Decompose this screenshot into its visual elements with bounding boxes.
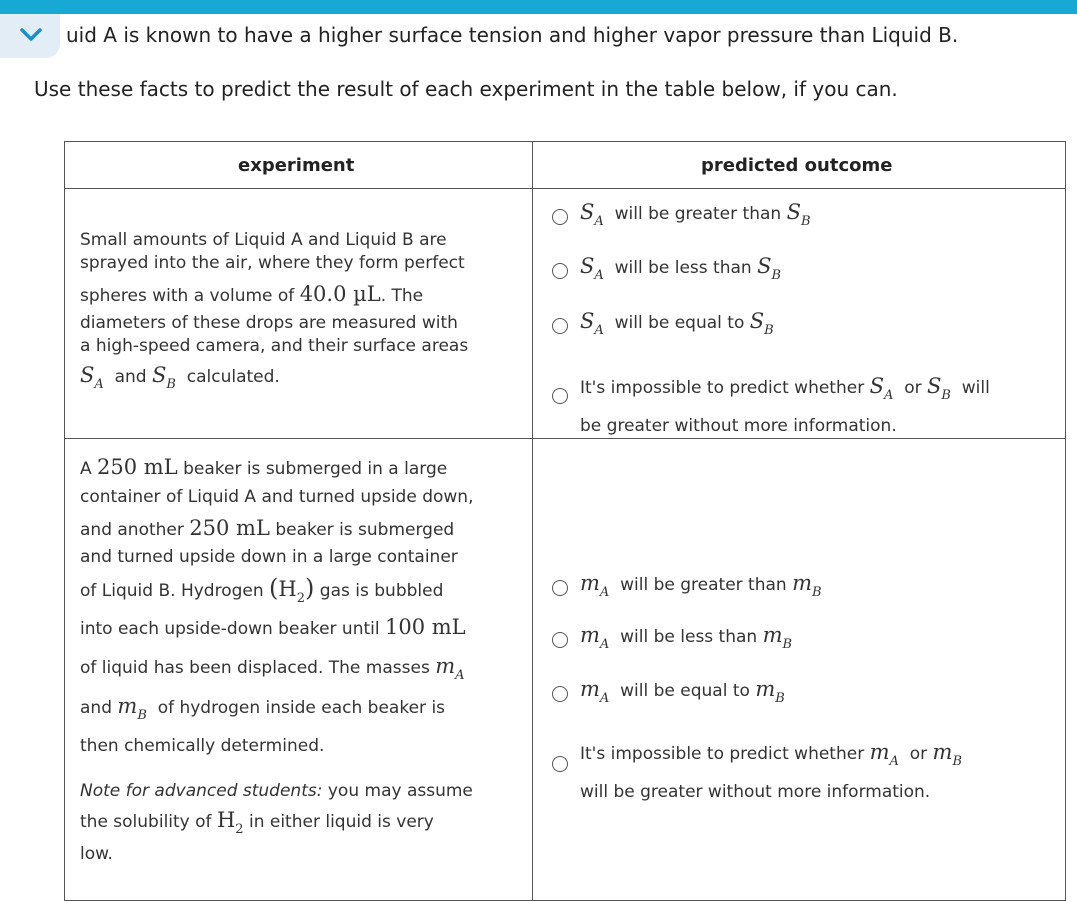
radio-m-equal[interactable]	[552, 686, 568, 702]
radio-s-less[interactable]	[552, 263, 568, 279]
collapse-toggle[interactable]	[0, 14, 60, 58]
top-accent-bar	[0, 0, 1077, 14]
option-m-less[interactable]: $m_A$ will be less than $m_B$	[580, 623, 793, 652]
radio-m-greater[interactable]	[552, 580, 568, 596]
option-s-equal[interactable]: $S_A$ will be equal to $S_B$	[580, 309, 774, 338]
option-m-equal[interactable]: $m_A$ will be equal to $m_B$	[580, 677, 785, 706]
radio-s-greater[interactable]	[552, 209, 568, 225]
option-s-less[interactable]: $S_A$ will be less than $S_B$	[580, 254, 782, 283]
radio-s-impossible[interactable]	[552, 388, 568, 404]
column-divider	[532, 141, 533, 901]
header-experiment: experiment	[238, 155, 355, 176]
header-divider	[64, 188, 1066, 189]
intro-statement: uid A is known to have a higher surface tension and higher vapor pressure than Liquid B.	[66, 23, 959, 47]
question-intro	[0, 14, 1077, 58]
chevron-down-icon	[20, 26, 42, 44]
radio-m-less[interactable]	[552, 632, 568, 648]
instruction-text: Use these facts to predict the result of each experiment in the table below, if you can.	[34, 77, 898, 101]
experiment-1-text: Small amounts of Liquid A and Liquid B are sprayed into the air, where they form perfect spheres with a volume of 40.0 µL. The diameters of these drops are measured with a high-speed camera, and their surface areas $S_A$ and $S_B$ calculated.	[80, 230, 469, 392]
option-s-impossible[interactable]: It's impossible to predict whether $S_A$ or $S_B$ will be greater without more information.	[580, 374, 990, 436]
option-m-impossible[interactable]: It's impossible to predict whether $m_A$ or $m_B$ will be greater without more information.	[580, 740, 963, 802]
header-predicted-outcome: predicted outcome	[701, 155, 893, 176]
experiment-2-text: A 250 mL beaker is submerged in a large container of Liquid A and turned upside down, and another 250 mL beaker is submerged and turned upside down in a large container of Liquid B. Hydrogen $(H_2)$ gas is bubbled into each upside-down beaker until 100 mL of liquid has been displaced. The masses $m_A$ and $m_B$ of hydrogen inside each beaker is then chemically determined. Note for advanced students: you may assume the solubility of $H_2$ in either liquid is very low.	[80, 455, 474, 864]
radio-m-impossible[interactable]	[552, 756, 568, 772]
radio-s-equal[interactable]	[552, 318, 568, 334]
option-s-greater[interactable]: $S_A$ will be greater than $S_B$	[580, 200, 811, 229]
option-m-greater[interactable]: $m_A$ will be greater than $m_B$	[580, 571, 822, 600]
